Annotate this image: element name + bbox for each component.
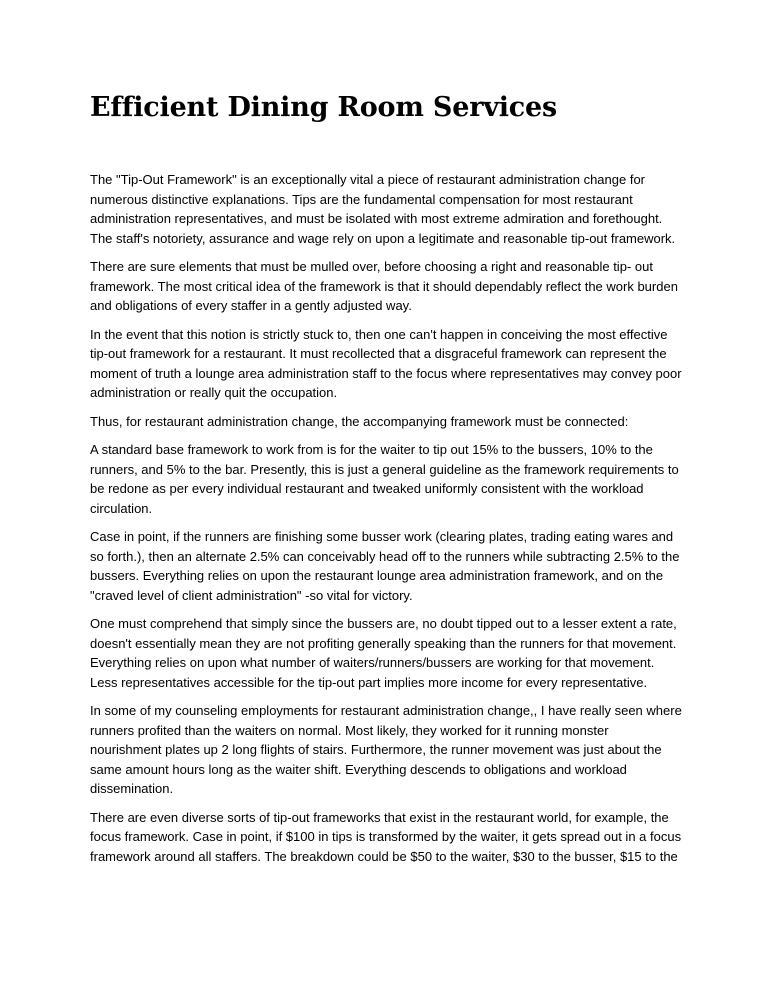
paragraph: There are sure elements that must be mulled over, before choosing a right and reasonable tip- out framework. The most critical idea of the framework is that it should dependably reflect the work burden and obligations of every staffer in a gently adjusted way. <box>90 259 678 313</box>
paragraph: A standard base framework to work from is for the waiter to tip out 15% to the bussers, 10% to the runners, and 5% to the bar. Presently, this is just a general guideline as the framework requirements to be redone as per every individual restaurant and tweaked uniformly consistent with the workload circulation. <box>90 442 679 516</box>
document-title: Efficient Dining Room Services <box>90 92 558 123</box>
paragraph: In the event that this notion is strictly stuck to, then one can't happen in conceiving the most effective tip-out framework for a restaurant. It must recollected that a disgraceful framework can represent the moment of truth a lounge area administration staff to the focus where representatives may convey poor administration or really quit the occupation. <box>90 326 682 400</box>
paragraph: One must comprehend that simply since the bussers are, no doubt tipped out to a lesser extent a rate, doesn't essentially mean they are not profiting generally speaking than the runners for that movement. Everything relies on upon what number of waiters/runners/bussers are working for that movement. Less representatives accessible for the tip-out part implies more income for every representative. <box>90 616 677 690</box>
paragraph: In some of my counseling employments for restaurant administration change,, I have really seen where runners profited than the waiters on normal. Most likely, they worked for it running monster nourishment plates up 2 long flights of stairs. Furthermore, the runner movement was just about the same amount hours long as the waiter shift. Everything descends to obligations and workload dissemination. <box>90 703 682 796</box>
paragraph: Case in point, if the runners are finishing some busser work (clearing plates, trading eating wares and so forth.), then an alternate 2.5% can conceivably head off to the runners while subtracting 2.5% to the bussers. Everything relies on upon the restaurant lounge area administration framework, and on the "craved level of client administration" -so vital for victory. <box>90 529 680 603</box>
paragraph: There are even diverse sorts of tip-out frameworks that exist in the restaurant world, for example, the focus framework. Case in point, if $100 in tips is transformed by the waiter, it gets spread out in a focus framework around all staffers. The breakdown could be $50 to the waiter, $30 to the busser, $15 to the <box>90 809 682 864</box>
paragraph: The "Tip-Out Framework" is an exceptionally vital a piece of restaurant administration change for numerous distinctive explanations. Tips are the fundamental compensation for most restaurant administration representatives, and must be isolated with most extreme admiration and forethought. The staff's notoriety, assurance and wage rely on upon a legitimate and reasonable tip-out framework. <box>90 172 676 246</box>
paragraph: Thus, for restaurant administration change, the accompanying framework must be connected: <box>90 413 629 429</box>
document-body <box>90 90 682 875</box>
